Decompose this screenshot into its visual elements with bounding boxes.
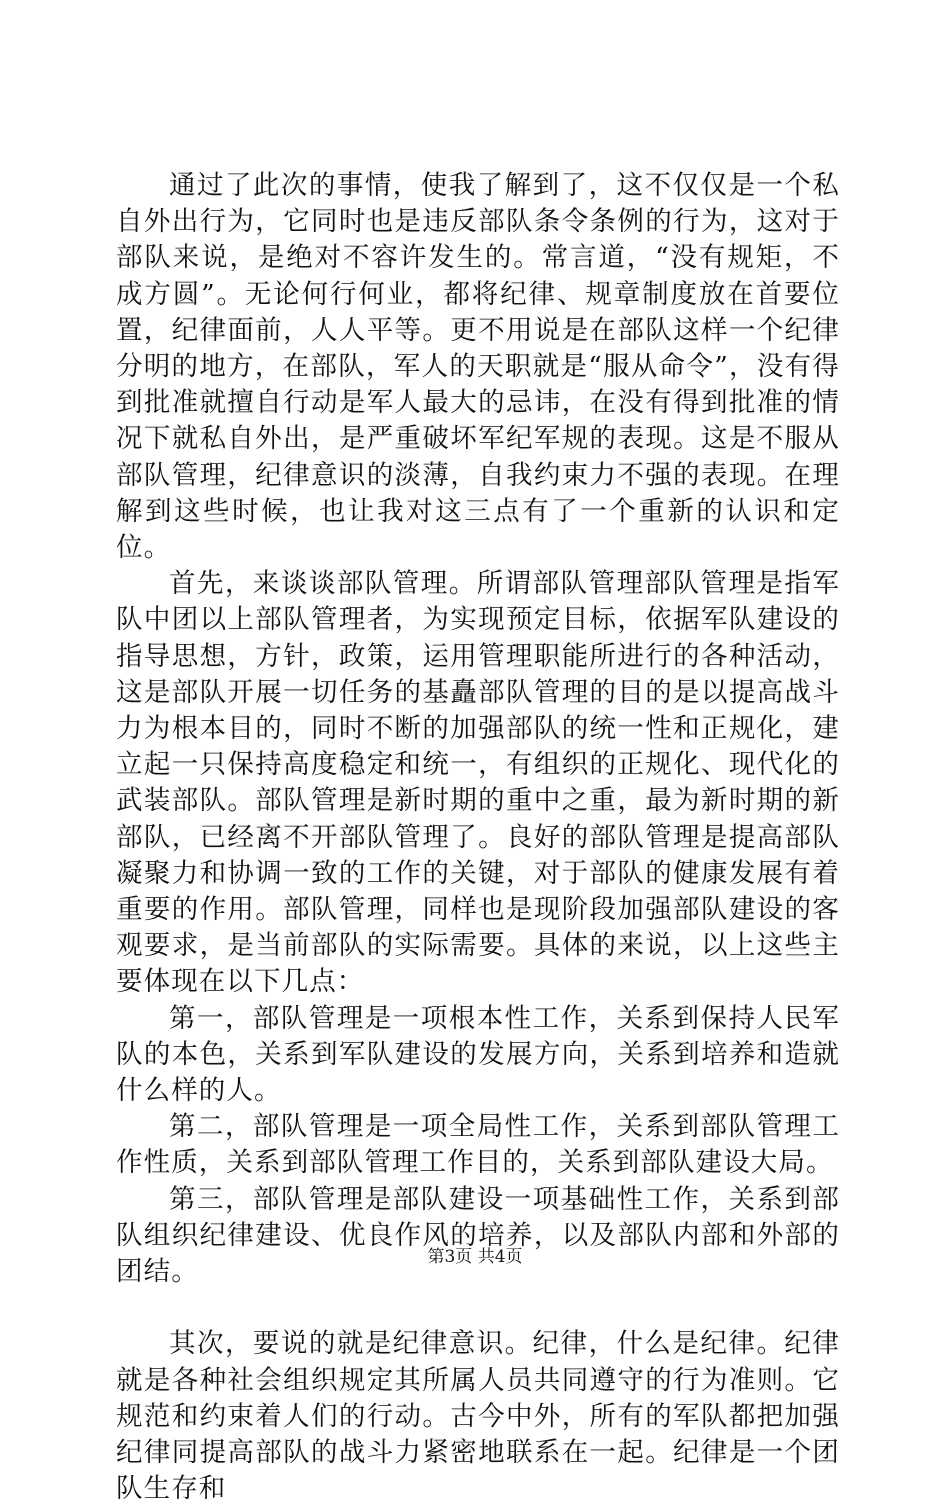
- paragraph-point-two: 第二，部队管理是一项全局性工作，关系到部队管理工作性质，关系到部队管理工作目的，关系到部队建设大局。: [116, 1111, 840, 1179]
- page-number-footer: 第3页 共4页: [427, 1247, 523, 1267]
- document-body: [116, 168, 840, 1507]
- paragraph-army-management: 首先，来谈谈部队管理。所谓部队管理部队管理是指军队中团以上部队管理者，为实现预定目标，依据军队建设的指导思想，方针，政策，运用管理职能所进行的各种活动，这是部队开展一切任务的基矗部队管理的目的是以提高战斗力为根本目的，同时不断的加强部队的统一性和正规化，建立起一只保持高度稳定和统一，有组织的正规化、现代化的武装部队。部队管理是新时期的重中之重，最为新时期的新部队，已经离不开部队管理了。良好的部队管理是提高部队凝聚力和协调一致的工作的关键，对于部队的健康发展有着重要的作用。部队管理，同样也是现阶段加强部队建设的客观要求，是当前部队的实际需要。具体的来说，以上这些主要体现在以下几点：: [116, 568, 840, 998]
- paragraph-point-three: 第三，部队管理是部队建设一项基础性工作，关系到部队组织纪律建设、优良作风的培养，以及部队内部和外部的团结。: [116, 1183, 840, 1288]
- paragraph-discipline-reflection: 通过了此次的事情，使我了解到了，这不仅仅是一个私自外出行为，它同时也是违反部队条令条例的行为，这对于部队来说，是绝对不容许发生的。常言道，“没有规矩，不成方圆”。无论何行何业，都将纪律、规章制度放在首要位置，纪律面前，人人平等。更不用说是在部队这样一个纪律分明的地方，在部队，军人的天职就是“服从命令”，没有得到批准就擅自行动是军人最大的忌讳，在没有得到批准的情况下就私自外出，是严重破坏军纪军规的表现。这是不服从部队管理，纪律意识的淡薄，自我约束力不强的表现。在理解到这些时候，也让我对这三点有了一个重新的认识和定位。: [116, 170, 840, 564]
- paragraph-point-one: 第一，部队管理是一项根本性工作，关系到保持人民军队的本色，关系到军队建设的发展方向，关系到培养和造就什么样的人。: [116, 1002, 840, 1107]
- paragraph-discipline-awareness: 其次，要说的就是纪律意识。纪律，什么是纪律。纪律就是各种社会组织规定其所属人员共同遵守的行为准则。它规范和约束着人们的行动。古今中外，所有的军队都把加强纪律同提高部队的战斗力紧密地联系在一起。纪律是一个团队生存和: [116, 1328, 840, 1505]
